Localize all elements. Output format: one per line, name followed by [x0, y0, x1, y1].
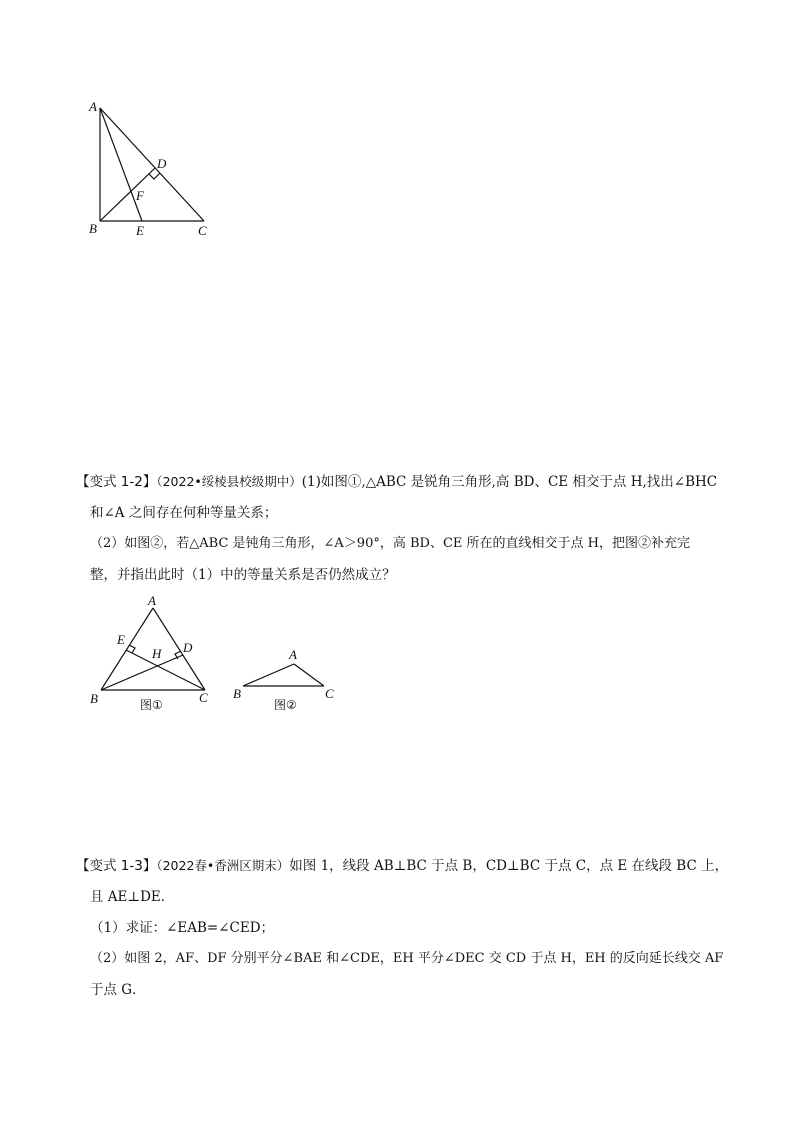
segment-ae — [100, 108, 142, 221]
figure-circle-1 — [85, 592, 220, 722]
problem-tag: 【变式 1-3】 — [76, 858, 157, 874]
figure-caption: 图② — [274, 698, 297, 712]
label-h: H — [152, 646, 162, 661]
segment-ce — [126, 650, 205, 690]
label-d: D — [183, 640, 193, 655]
problem-text: (1)如图①,△ABC 是锐角三角形,高 BD、CE 相交于点 H,找出∠BHC — [301, 474, 718, 490]
segment-bd — [100, 168, 155, 221]
label-c: C — [198, 223, 207, 238]
label-a: A — [89, 99, 97, 114]
label-e: E — [136, 223, 144, 238]
problem-1-2-line-1 — [76, 472, 717, 492]
problem-text: （2）如图 2，AF、DF 分别平分∠BAE 和∠CDE，EH 平分∠DEC 交 CD 于点 H，EH 的反向延长线交 AF — [90, 951, 724, 966]
problem-text: 于点 G． — [90, 982, 146, 998]
label-c: C — [199, 690, 208, 705]
segment-ab — [101, 608, 153, 690]
problem-source: （2022春•香洲区期末） — [156, 858, 290, 873]
right-angle-mark-d — [149, 173, 160, 179]
label-b: B — [233, 686, 241, 701]
label-b: B — [90, 691, 98, 706]
problem-text: 如图 1，线段 AB⊥BC 于点 B，CD⊥BC 于点 C，点 E 在线段 BC 上， — [289, 858, 729, 874]
problem-1-3-line-5 — [90, 980, 146, 1000]
problem-text: （2）如图②，若△ABC 是钝角三角形，∠A＞90°，高 BD、CE 所在的直线相交于点 H，把图②补充完 — [90, 536, 690, 551]
problem-1-3-line-1 — [76, 856, 728, 876]
problem-text: 整，并指出此时（1）中的等量关系是否仍然成立？ — [90, 567, 396, 583]
problem-1-3-line-4 — [90, 949, 723, 969]
problem-1-2-line-4 — [90, 565, 396, 585]
problem-text: 和∠A 之间存在何种等量关系； — [90, 505, 278, 521]
label-f: F — [136, 188, 144, 203]
problem-source: （2022•绥棱县校级期中） — [156, 474, 302, 489]
label-a: A — [148, 593, 156, 608]
label-c: C — [325, 686, 334, 701]
figure-1 — [80, 95, 230, 245]
segment-ac — [100, 108, 204, 221]
problem-1-2-line-3 — [90, 534, 690, 554]
label-b: B — [89, 221, 97, 236]
figure-caption: 图① — [140, 698, 163, 712]
segment-ab — [243, 664, 294, 686]
problem-tag: 【变式 1-2】 — [76, 474, 157, 490]
problem-1-3-line-3 — [90, 918, 274, 938]
label-e: E — [117, 632, 125, 647]
problem-text: 且 AE⊥DE． — [90, 889, 175, 905]
problem-text: （1）求证：∠EAB=∠CED； — [90, 920, 275, 936]
figure-circle-2 — [228, 640, 343, 720]
label-a: A — [289, 647, 297, 662]
problem-1-2-line-2 — [90, 503, 277, 523]
problem-1-3-line-2 — [90, 887, 174, 907]
segment-ac — [294, 664, 324, 686]
label-d: D — [157, 156, 167, 171]
